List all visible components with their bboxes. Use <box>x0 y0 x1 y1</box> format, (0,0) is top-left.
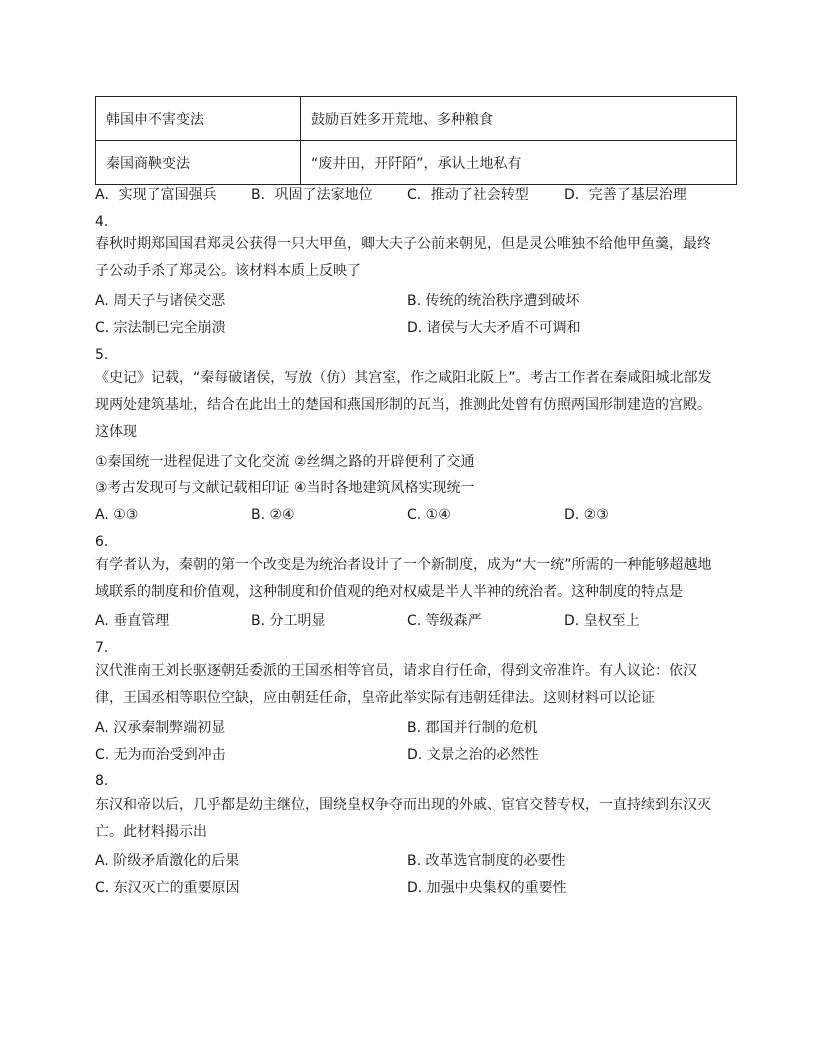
q5-option-d[interactable]: D. ②③ <box>564 507 609 523</box>
table-cell-policy: 秦国商鞅变法 <box>96 141 301 185</box>
q8-option-d[interactable]: D. 加强中央集权的重要性 <box>407 880 567 896</box>
q6-number: 6. <box>95 534 109 550</box>
q7-stem: 汉代淮南王刘长驱逐朝廷委派的王国丞相等官员，请求自行任命，得到文帝准许。有人议论：依汉律，王国丞相等职位空缺，应由朝廷任命，皇帝此举实际有违朝廷律法。这则材料可以论证 <box>95 663 697 706</box>
reform-table <box>95 96 737 185</box>
q6-option-d[interactable]: D. 皇权至上 <box>564 613 640 629</box>
q5-option-c[interactable]: C. ①④ <box>407 507 451 523</box>
q6-option-c[interactable]: C. 等级森严 <box>407 613 482 629</box>
table-cell-content: 鼓励百姓多开荒地、多种粮食 <box>301 97 737 141</box>
q5-statements-1: ①秦国统一进程促进了文化交流 ②丝绸之路的开辟便利了交通 <box>95 454 475 470</box>
q6-option-a[interactable]: A. 垂直管理 <box>95 613 170 629</box>
q7-option-a[interactable]: A. 汉承秦制弊端初显 <box>95 720 226 736</box>
q3-option-c[interactable]: C．推动了社会转型 <box>407 187 529 203</box>
q3-option-a[interactable]: A．实现了富国强兵 <box>95 187 217 203</box>
q4-option-b[interactable]: B. 传统的统治秩序遭到破坏 <box>407 293 580 309</box>
q5-option-b[interactable]: B. ②④ <box>251 507 295 523</box>
q3-option-b[interactable]: B．巩固了法家地位 <box>251 187 373 203</box>
q8-option-c[interactable]: C. 东汉灭亡的重要原因 <box>95 880 240 896</box>
q5-stem: 《史记》记载，“秦每破诸侯，写放（仿）其宫室，作之咸阳北阪上”。考古工作者在秦咸阳城北部发现两处建筑基址，结合在此出土的楚国和燕国形制的瓦当，推测此处曾有仿照两国形制建造的宫殿。这体现 <box>95 370 712 440</box>
q8-stem: 东汉和帝以后，几乎都是幼主继位，围绕皇权争夺而出现的外戚、宦官交替专权，一直持续到东汉灭亡。此材料揭示出 <box>95 797 711 840</box>
q5-number: 5. <box>95 347 109 363</box>
q6-option-b[interactable]: B. 分工明显 <box>251 613 326 629</box>
q4-number: 4. <box>95 214 109 230</box>
q6-stem: 有学者认为，秦朝的第一个改变是为统治者设计了一个新制度，成为“大一统”所需的一种能够超越地域联系的制度和价值观，这种制度和价值观的绝对权威是半人半神的统治者。这种制度的特点是 <box>95 557 712 600</box>
q7-option-d[interactable]: D. 文景之治的必然性 <box>407 747 539 763</box>
q3-option-d[interactable]: D．完善了基层治理 <box>564 187 687 203</box>
table-cell-policy: 韩国申不害变法 <box>96 97 301 141</box>
q5-statements-2: ③考古发现可与文献记载相印证 ④当时各地建筑风格实现统一 <box>95 480 475 496</box>
q7-number: 7. <box>95 640 109 656</box>
q8-option-b[interactable]: B. 改革选官制度的必要性 <box>407 853 566 869</box>
q8-number: 8. <box>95 773 109 789</box>
q4-option-a[interactable]: A. 周天子与诸侯交恶 <box>95 293 226 309</box>
table-cell-content: “废井田，开阡陌”，承认土地私有 <box>301 141 737 185</box>
q4-option-c[interactable]: C. 宗法制已完全崩溃 <box>95 320 226 336</box>
q7-option-c[interactable]: C. 无为而治受到冲击 <box>95 747 226 763</box>
q4-stem: 春秋时期郑国国君郑灵公获得一只大甲鱼，卿大夫子公前来朝见，但是灵公唯独不给他甲鱼羹，最终子公动手杀了郑灵公。该材料本质上反映了 <box>95 236 711 279</box>
q8-option-a[interactable]: A. 阶级矛盾激化的后果 <box>95 853 240 869</box>
table-row <box>96 97 737 141</box>
q4-option-d[interactable]: D. 诸侯与大夫矛盾不可调和 <box>407 320 581 336</box>
table-row <box>96 141 737 185</box>
q5-option-a[interactable]: A. ①③ <box>95 507 139 523</box>
q7-option-b[interactable]: B. 郡国并行制的危机 <box>407 720 538 736</box>
